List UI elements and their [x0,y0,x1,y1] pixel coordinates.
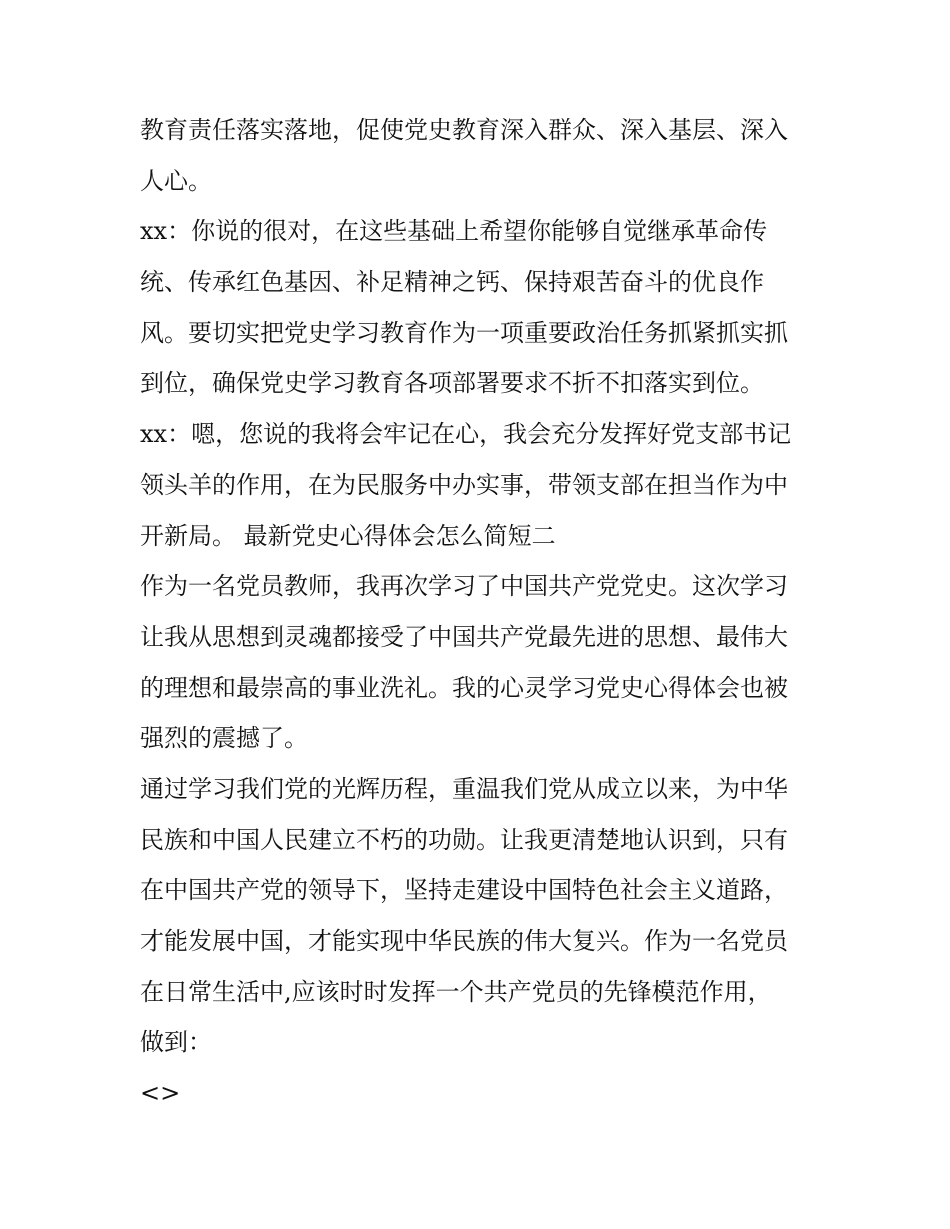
text-line: 通过学习我们党的光辉历程，重温我们党从成立以来，为中华 [140,774,788,803]
text-line: 到位，确保党史学习教育各项部署要求不折不扣落实到位。 [140,369,764,398]
text-line: 民族和中国人民建立不朽的功勋。让我更清楚地认识到，只有 [140,825,788,854]
text-line: 在中国共产党的领导下，坚持走建设中国特色社会主义道路， [140,876,788,905]
text-line: 强烈的震撼了。 [140,724,308,753]
text-line: 开新局。 最新党史心得体会怎么简短二 [140,521,556,550]
text-line: 做到： [140,1028,212,1057]
text-line: 领头羊的作用，在为民服务中办实事，带领支部在担当作为中 [140,470,788,499]
text-line: 人心。 [140,166,212,195]
text-line: 在日常生活中,应该时时发挥一个共产党员的先锋模范作用， [140,977,772,1006]
text-line: 教育责任落实落地，促使党史教育深入群众、深入基层、深入 [140,116,788,144]
document-body [140,105,820,1119]
text-line: <> [140,1079,181,1108]
text-line: 风。要切实把党史学习教育作为一项重要政治任务抓紧抓实抓 [140,318,788,347]
text-line: 才能发展中国，才能实现中华民族的伟大复兴。作为一名党员 [140,927,788,955]
text-line: xx：嗯，您说的我将会牢记在心，我会充分发挥好党支部书记 [140,420,792,449]
text-line: xx：你说的很对，在这些基础上希望你能够自觉继承革命传 [140,217,768,246]
text-line: 的理想和最崇高的事业洗礼。我的心灵学习党史心得体会也被 [140,673,788,702]
text-line: 统、传承红色基因、补足精神之钙、保持艰苦奋斗的优良作 [140,268,764,297]
text-line: 作为一名党员教师，我再次学习了中国共产党党史。这次学习 [140,572,788,601]
text-line: 让我从思想到灵魂都接受了中国共产党最先进的思想、最伟大 [140,622,788,651]
